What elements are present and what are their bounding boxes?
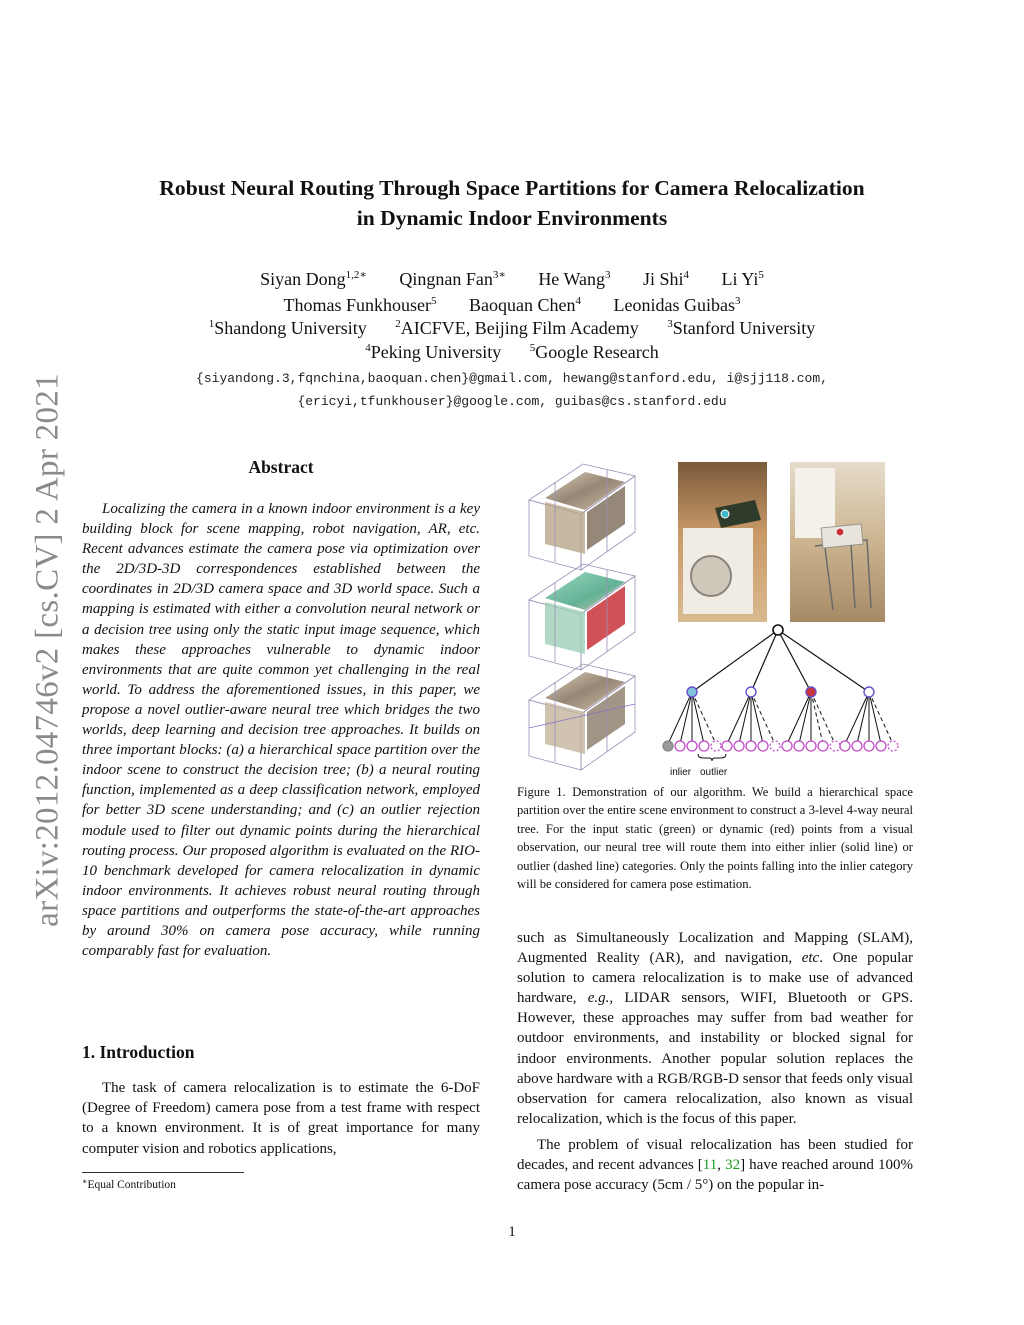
author: Leonidas Guibas$^3$ xyxy=(613,295,741,315)
author: Ji Shi$^4$ xyxy=(643,269,690,289)
author-line-2 xyxy=(90,294,934,317)
author: Thomas Funkhouser$^5$ xyxy=(283,295,437,315)
author: Qingnan Fan$^{3∗}$ xyxy=(399,269,506,289)
room-partition-dynamic xyxy=(529,564,635,670)
room-partition-tree xyxy=(529,664,635,770)
abstract-heading: Abstract xyxy=(248,457,314,477)
affiliation: $^1$Shandong University xyxy=(208,318,367,338)
abstract-text: Localizing the camera in a known indoor environment is a key building block for scene mapping, robot navigation, AR, etc. Recent advances estimate the camera pose via optimization over the 2D/3D-3D correspondences established between the coordinates in 2D/3D camera space and 3D world space. Such a mapping is estimated with either a convolution neural network or a decision tree using only the static input image sequence, which makes these approaches vulnerable to dynamic indoor environments that are quite common yet challenging in the real world. To address the aforementioned issues, in this paper, we propose a novel outlier-aware neural tree which bridges the two worlds, deep learning and decision tree approaches. It builds on three important blocks: (a) a hierarchical space partition over the indoor scene to construct the decision tree; (b) a neural routing function, implemented as a deep classification network, employed for better 3D scene understanding; and (c) an outlier rejection module used to filter out dynamic points during the hierarchical routing process. Our proposed algorithm is evaluated on the RIO-10 benchmark developed for camera relocalization in dynamic indoor environments. It achieves robust neural routing through space partitions and outperforms the state-of-the-art approaches by around 30% on camera pose accuracy, while running comparably fast for evaluation. xyxy=(82,501,480,960)
legend-inlier-label: inlier xyxy=(670,767,692,778)
citation-link[interactable]: 11 xyxy=(702,1157,718,1174)
arxiv-identifier: arXiv:2012.04746v2 [cs.CV] 2 Apr 2021 xyxy=(29,373,66,927)
affiliation-line-2 xyxy=(90,341,934,364)
footnote: ∗Equal Contribution xyxy=(82,1177,176,1191)
affiliation: $^2$AICFVE, Beijing Film Academy xyxy=(395,318,639,338)
author: He Wang$^3$ xyxy=(538,269,611,289)
author: Siyan Dong$^{1,2∗}$ xyxy=(260,269,367,289)
figure-1-illustration xyxy=(515,458,915,778)
paragraph: The problem of visual relocalization has been studied for decades, and recent advances [11, 32] have reached around 100% camera pose accuracy (5cm / 5°) on the popular in- xyxy=(517,1136,913,1194)
author-line-1 xyxy=(90,268,934,291)
affiliation: $^4$Peking University xyxy=(365,342,502,362)
figure-caption: Figure 1. Demonstration of our algorithm. We build a hierarchical space partition over the entire scene environment to construct a 3-level 4-way neural tree. For the input static (green) or dynamic (red) points from a visual observation, our neural tree will route them into either inlier (solid line) or outlier (dashed line) categories. Only the points falling into the inlier category will be considered for camera pose estimation. xyxy=(517,785,913,892)
footnote-divider xyxy=(82,1172,244,1173)
photo-dynamic-scene xyxy=(790,462,885,622)
affiliation: $^5$Google Research xyxy=(529,342,659,362)
intro-paragraph: The task of camera relocalization is to estimate the 6-DoF (Degree of Freedom) camera pose from a test frame with respect to a known environment. It is of great importance for many computer vision and robotics applications, xyxy=(82,1080,480,1157)
neural-tree xyxy=(663,625,898,761)
affiliation: $^3$Stanford University xyxy=(667,318,816,338)
email-line: {ericyi,tfunkhouser}@google.com, guibas@cs.stanford.edu xyxy=(297,394,727,409)
right-column-body xyxy=(517,928,913,1201)
affiliation-line-1 xyxy=(90,317,934,340)
paper-title: Robust Neural Routing Through Space Partitions for Camera Relocalization in Dynamic Indoor Environments xyxy=(159,176,865,230)
author: Baoquan Chen$^4$ xyxy=(469,295,581,315)
page-number: 1 xyxy=(508,1224,516,1240)
photo-static-scene xyxy=(678,462,767,622)
room-partition-static xyxy=(529,464,635,570)
legend-outlier-label: outlier xyxy=(700,767,728,778)
author: Li Yi$^5$ xyxy=(721,269,764,289)
citation-link[interactable]: 32 xyxy=(725,1157,741,1174)
email-line: {siyandong.3,fqnchina,baoquan.chen}@gmail.com, hewang@stanford.edu, i@sjj118.com, xyxy=(196,371,828,386)
section-heading-introduction: 1. Introduction xyxy=(82,1042,195,1062)
paragraph: such as Simultaneously Localization and Mapping (SLAM), Augmented Reality (AR), and navigation, etc. One popular solution to camera relocalization is to make use of advanced hardware, e.g., LIDAR sensors, WIFI, Bluetooth or GPS. However, these approaches may suffer from bad weather for outdoor environments, and instability or blocked signal for indoor environments. Another popular solution replaces the above hardware with a RGB/RGB-D sensor that feeds only visual observation for camera relocalization, also known as visual relocalization, which is the focus of this paper. xyxy=(517,930,914,1127)
